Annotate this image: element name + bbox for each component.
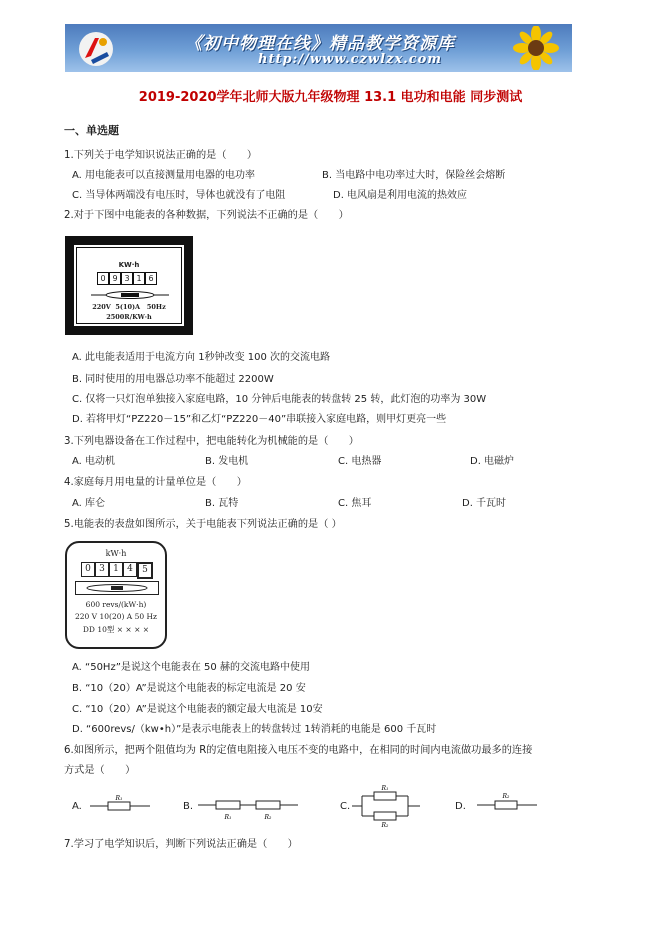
- section-heading: 一、单选题: [64, 124, 119, 137]
- question-1-option-b: B. 当电路中电功率过大时，保险丝会熔断: [322, 170, 506, 181]
- question-3-option-a: A. 电动机: [72, 456, 116, 467]
- meter-1-reading: [97, 272, 157, 285]
- question-6-option-b: B.: [183, 801, 194, 812]
- question-6-stem-continued: 方式是（ ）: [64, 765, 136, 776]
- meter-2-digit: 1: [109, 562, 123, 577]
- meter-2-digit: 4: [123, 562, 137, 577]
- banner-url: http://www.czwlzx.com: [258, 52, 443, 67]
- question-7-stem: 7.学习了电学知识后，判断下列说法正确是（ ）: [64, 839, 298, 850]
- question-2-stem: 2.对于下图中电能表的各种数据，下列说法不正确的是（ ）: [64, 210, 349, 221]
- meter-2-model: DD 10型 × × × ×: [82, 625, 150, 634]
- question-1-option-c: C. 当导体两端没有电压时，导体也就没有了电阻: [72, 190, 286, 201]
- circuit-a-label: R₁: [115, 795, 123, 802]
- question-3-stem: 3.下列电器设备在工作过程中，把电能转化为机械能的是（ ）: [64, 436, 359, 447]
- question-2-option-b: B. 同时使用的用电器总功率不能超过 2200W: [72, 374, 274, 385]
- meter-1-digit: 6: [145, 272, 157, 285]
- question-6-option-d: D.: [455, 801, 466, 812]
- meter-2-digit: 5: [137, 562, 153, 579]
- question-1-stem: 1.下列关于电学知识说法正确的是（ ）: [64, 150, 258, 161]
- circuit-b-label-r2: R₂: [264, 814, 272, 821]
- question-3-option-b: B. 发电机: [205, 456, 249, 467]
- circuit-c-label-r1: R₁: [381, 785, 389, 792]
- banner-title: 《初中物理在线》精品教学资源库: [185, 34, 455, 54]
- meter-2-spec: 220 V 10(20) A 50 Hz: [74, 612, 158, 621]
- question-1-option-a: A. 用电能表可以直接测量用电器的电功率: [72, 170, 256, 181]
- circuit-b-label-r1: R₁: [224, 814, 232, 821]
- circuit-d-single-resistor: [477, 791, 537, 813]
- meter-1-rate: 2500R/KW·h: [106, 313, 152, 321]
- question-5-option-b: B. “10（20）A”是说这个电能表的标定电流是 20 安: [72, 683, 306, 694]
- meter-2-rate: 600 revs/(kW·h): [85, 600, 147, 609]
- question-4-option-b: B. 瓦特: [205, 498, 239, 509]
- header-banner: [65, 24, 572, 72]
- circuit-c-label-r2: R₂: [381, 822, 389, 828]
- question-2-option-d: D. 若将甲灯“PZ220－15”和乙灯“PZ220－40”串联接入家庭电路，则甲灯更亮一些: [72, 414, 447, 425]
- meter-2-digit: 3: [95, 562, 109, 577]
- meter-1-digit: 3: [121, 272, 133, 285]
- question-5-option-a: A. “50Hz”是说这个电能表在 50 赫的交流电路中使用: [72, 662, 310, 673]
- circuit-c-parallel-resistors: [352, 784, 420, 828]
- question-2-option-a: A. 此电能表适用于电流方向 1秒钟改变 100 次的交流电路: [72, 352, 331, 363]
- circuit-b-series-resistors: [198, 795, 298, 823]
- meter-2-figure: [65, 541, 167, 649]
- question-3-option-d: D. 电磁炉: [470, 456, 515, 467]
- meter-2-reading: [81, 562, 153, 579]
- document-title: 2019-2020学年北师大版九年级物理 13.1 电功和电能 同步测试: [138, 90, 523, 105]
- sunflower-icon: [506, 26, 566, 70]
- question-4-option-a: A. 库仑: [72, 498, 106, 509]
- question-5-option-d: D. “600revs/（kw•h）”是表示电能表上的转盘转过 1转消耗的电能是 600 千瓦时: [72, 724, 437, 735]
- meter-2-digit: 0: [81, 562, 95, 577]
- logo-icon: [77, 30, 115, 68]
- question-5-stem: 5.电能表的表盘如图所示，关于电能表下列说法正确的是（ ）: [64, 519, 342, 530]
- question-6-option-a: A.: [72, 801, 82, 812]
- question-6-option-c: C.: [340, 801, 351, 812]
- meter-1-digit: 1: [133, 272, 145, 285]
- meter-1-digit: 0: [97, 272, 109, 285]
- question-2-option-c: C. 仅将一只灯泡单独接入家庭电路，10 分钟后电能表的转盘转 25 转，此灯泡的功率为 30W: [72, 394, 487, 405]
- meter-1-figure: [65, 236, 193, 335]
- meter-2-unit: kW·h: [105, 549, 127, 558]
- question-6-stem: 6.如图所示，把两个阻值均为 R的定值电阻接入电压不变的电路中，在相同的时间内电流做功最多的连接: [64, 745, 533, 756]
- question-1-option-d: D. 电风扇是利用电流的热效应: [333, 190, 468, 201]
- question-4-option-d: D. 千瓦时: [462, 498, 507, 509]
- meter-1-disc-window: [91, 290, 169, 300]
- meter-1-spec: 220V 5(10)A 50Hz: [92, 303, 166, 311]
- meter-1-digit: 9: [109, 272, 121, 285]
- question-4-option-c: C. 焦耳: [338, 498, 372, 509]
- question-5-option-c: C. “10（20）A”是说这个电能表的额定最大电流是 10安: [72, 704, 323, 715]
- circuit-d-label: R₂: [502, 793, 510, 800]
- meter-2-disc-window: [75, 581, 159, 597]
- meter-1-unit: KW·h: [118, 261, 140, 269]
- question-4-stem: 4.家庭每月用电量的计量单位是（ ）: [64, 477, 247, 488]
- circuit-a-single-resistor: [90, 794, 150, 816]
- question-3-option-c: C. 电热器: [338, 456, 382, 467]
